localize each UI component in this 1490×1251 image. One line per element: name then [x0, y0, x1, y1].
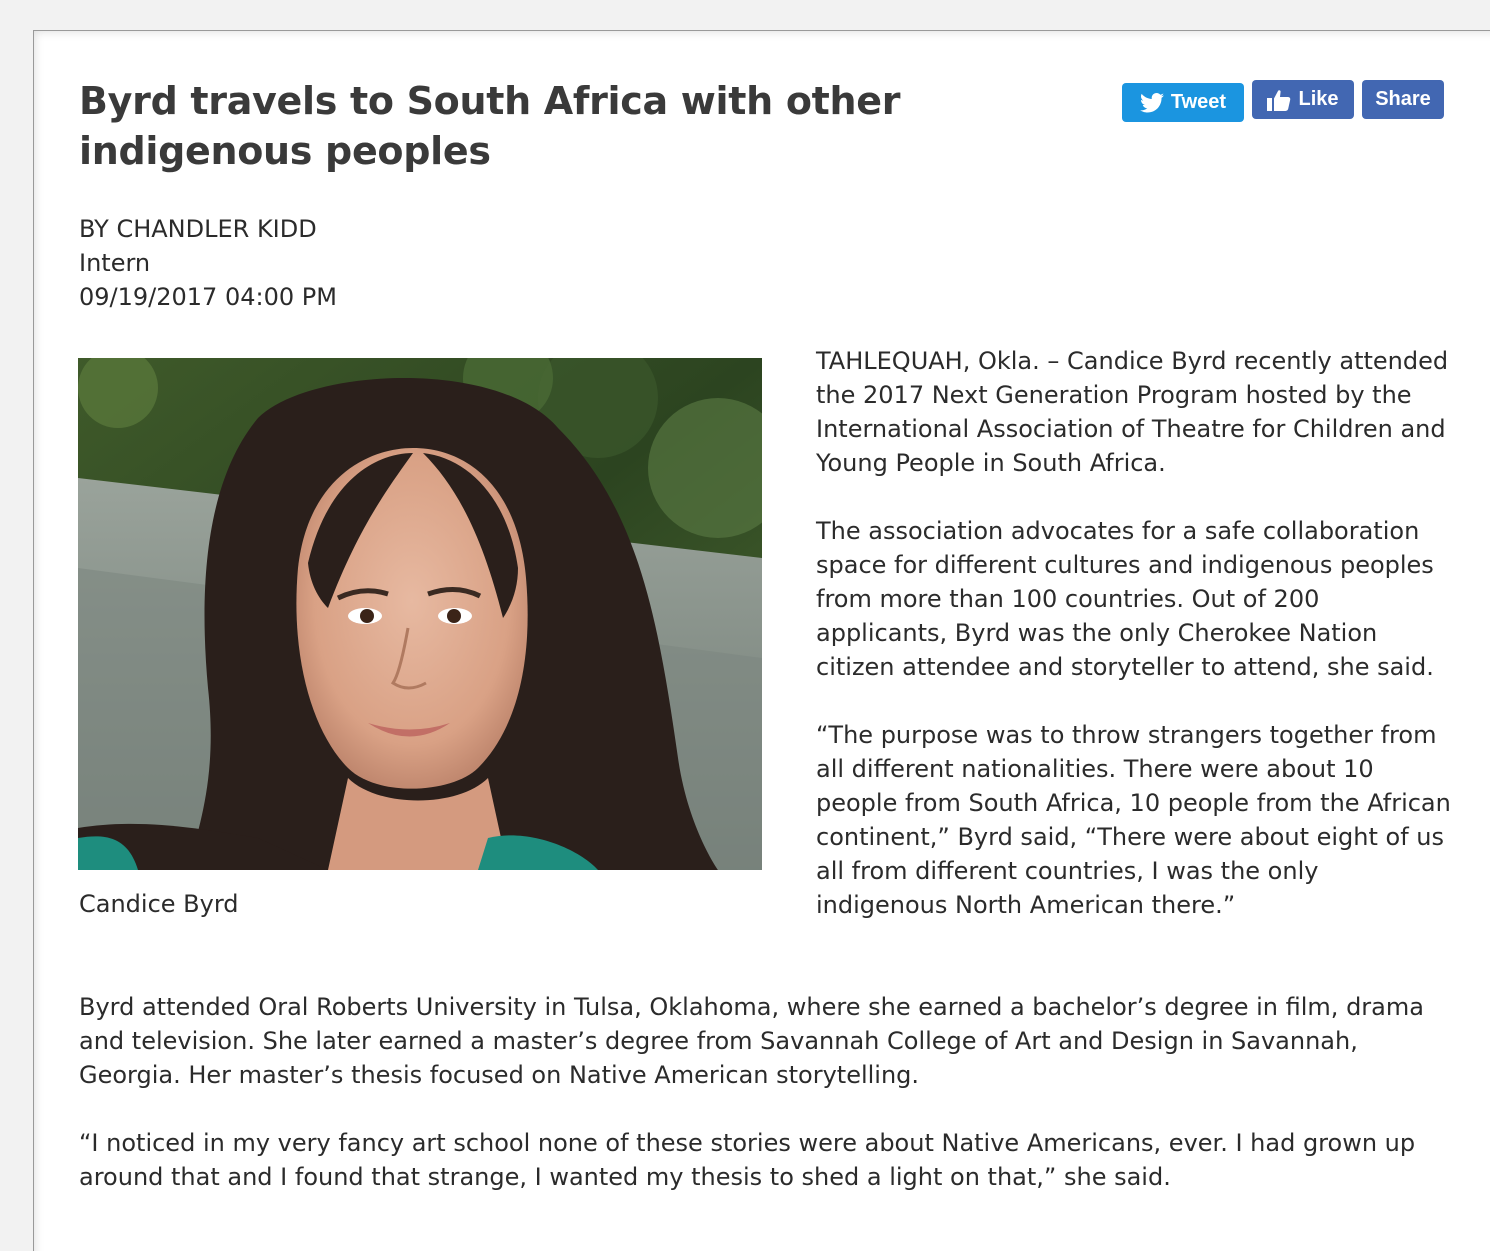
article-photo: [78, 358, 762, 870]
twitter-bird-icon: [1140, 93, 1164, 113]
social-share-bar: [1122, 80, 1444, 122]
paragraph: TAHLEQUAH, Okla. – Candice Byrd recently attended the 2017 Next Generation Program hosted by the International Association of Theatre for Children and Young People in South Africa.: [816, 347, 1449, 477]
publish-date: 09/19/2017 04:00 PM: [79, 283, 337, 311]
like-label: Like: [1298, 88, 1339, 110]
author-name: BY CHANDLER KIDD: [79, 215, 317, 243]
article-body-right: [816, 344, 1456, 956]
paragraph: “The purpose was to throw strangers together from all different nationalities. There were about 10 people from South Africa, 10 people from the African continent,” Byrd said, “There were about eight of us all from different countries, I was the only indigenous North American there.”: [816, 721, 1451, 919]
article-body-full: [79, 990, 1449, 1228]
byline-block: [79, 212, 337, 314]
tweet-label: Tweet: [1170, 91, 1227, 113]
article-title: Byrd travels to South Africa with other indigenous peoples: [79, 79, 901, 173]
paragraph: The association advocates for a safe collaboration space for different cultures and indigenous peoples from more than 100 countries. Out of 200 applicants, Byrd was the only Cherokee Nation citizen attendee and storyteller to attend, she said.: [816, 517, 1434, 681]
portrait-image: [78, 358, 762, 870]
like-button[interactable]: [1252, 80, 1354, 119]
paragraph: Byrd attended Oral Roberts University in Tulsa, Oklahoma, where she earned a bachelor’s degree in film, drama and television. She later earned a master’s degree from Savannah College of Art and Design in Savannah, Georgia. Her master’s thesis focused on Native American storytelling.: [79, 993, 1424, 1089]
tweet-button[interactable]: [1122, 83, 1244, 122]
author-role: Intern: [79, 249, 151, 277]
share-label: Share: [1375, 88, 1431, 110]
thumbs-up-icon: [1267, 89, 1291, 111]
photo-caption: Candice Byrd: [79, 890, 239, 918]
share-button[interactable]: [1362, 80, 1444, 119]
paragraph: “I noticed in my very fancy art school none of these stories were about Native Americans, ever. I had grown up around that and I found that strange, I wanted my thesis to shed a light on that,” she said.: [79, 1129, 1416, 1191]
